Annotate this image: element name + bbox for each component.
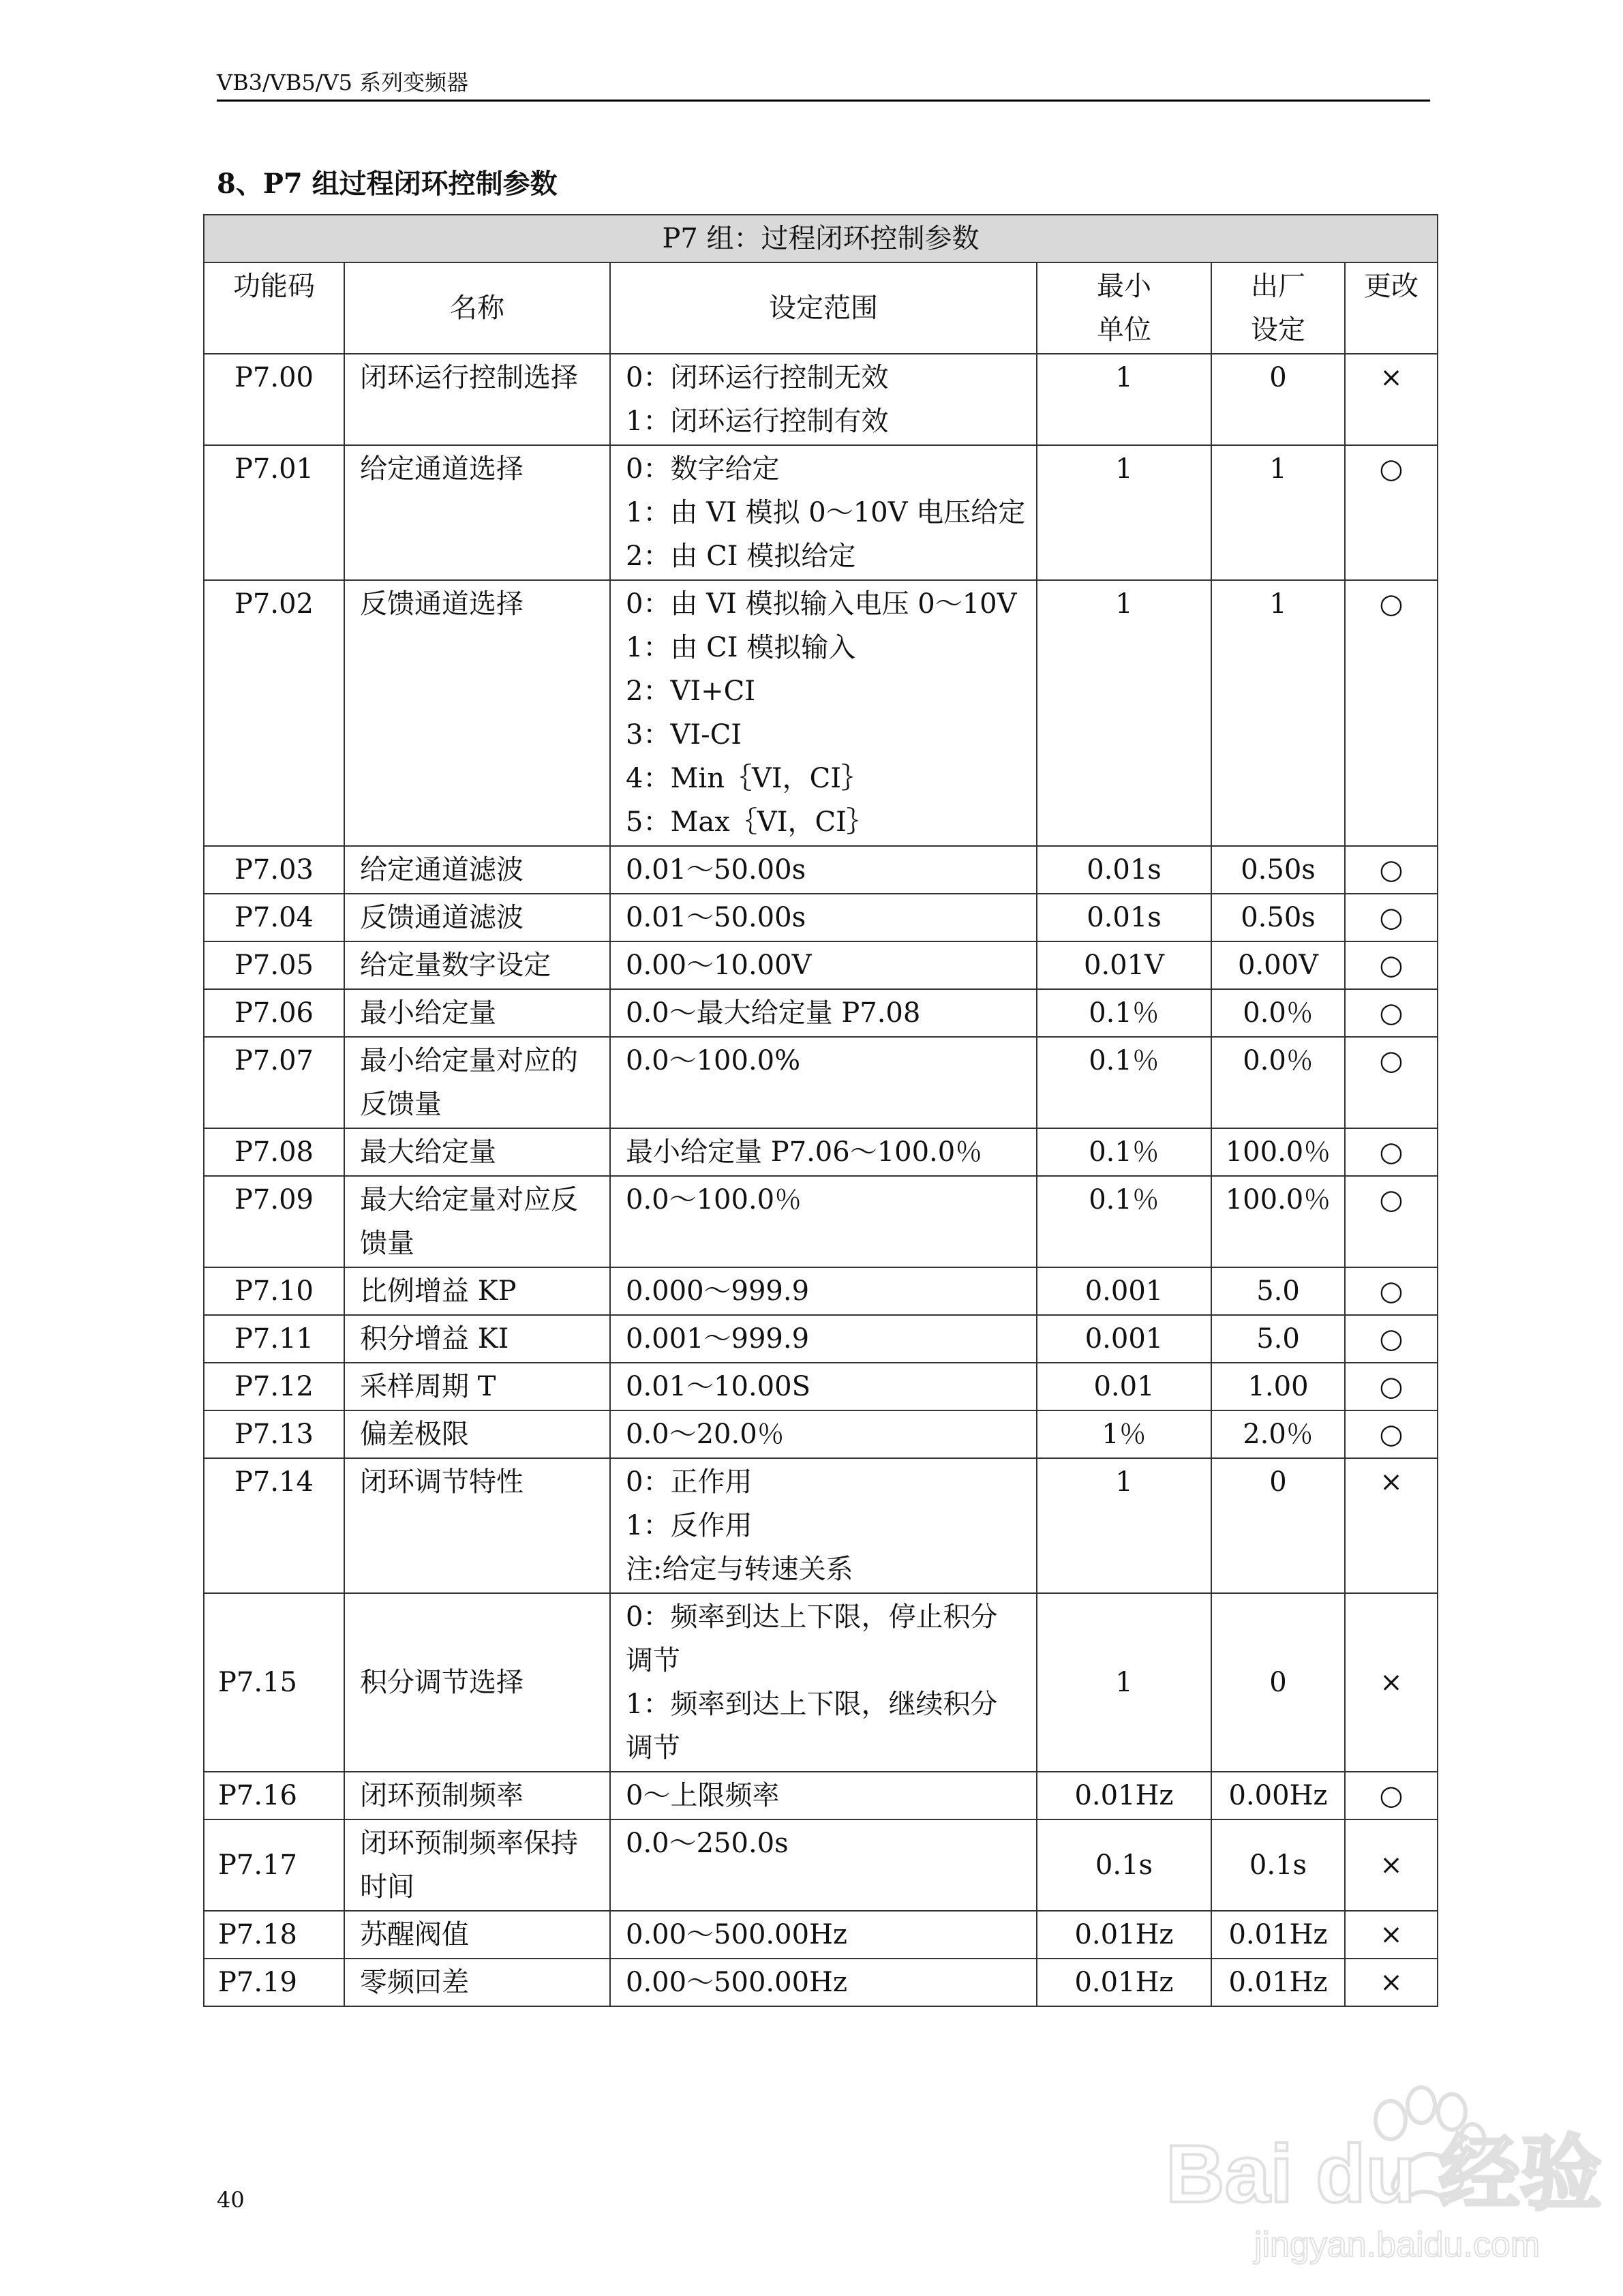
header-min-unit-line2: 单位 xyxy=(1097,314,1151,346)
page-number: 40 xyxy=(217,2187,245,2213)
param-range-line: 0：正作用 xyxy=(626,1466,753,1498)
param-range xyxy=(610,1819,1037,1911)
param-name xyxy=(344,1363,610,1410)
param-name-line: 闭环调节特性 xyxy=(360,1466,524,1498)
param-factory: 0.00V xyxy=(1211,941,1345,989)
param-range-line: 0.001～999.9 xyxy=(626,1323,810,1355)
param-range xyxy=(610,445,1037,580)
param-name xyxy=(344,1267,610,1315)
param-name xyxy=(344,989,610,1037)
param-name-line: 最小给定量对应的 xyxy=(360,1045,578,1076)
param-change: × xyxy=(1345,1593,1438,1772)
param-name-line: 给定量数字设定 xyxy=(360,950,551,981)
param-factory: 0.01Hz xyxy=(1211,1959,1345,2006)
table-row xyxy=(204,1176,1438,1267)
param-change: ○ xyxy=(1345,894,1438,941)
param-factory: 0 xyxy=(1211,1458,1345,1593)
table-row xyxy=(204,894,1438,941)
param-range xyxy=(610,1410,1037,1458)
param-factory: 0.00Hz xyxy=(1211,1772,1345,1819)
table-row xyxy=(204,846,1438,894)
param-min: 0.01Hz xyxy=(1037,1911,1211,1959)
param-range-line: 0～上限频率 xyxy=(626,1780,780,1811)
param-name xyxy=(344,1037,610,1128)
param-name xyxy=(344,941,610,989)
param-name-line: 反馈通道滤波 xyxy=(360,902,524,933)
param-range xyxy=(610,846,1037,894)
parameter-table xyxy=(203,214,1438,2007)
param-range xyxy=(610,1772,1037,1819)
table-row xyxy=(204,1363,1438,1410)
param-name xyxy=(344,1593,610,1772)
param-code: P7.03 xyxy=(204,846,344,894)
param-change: × xyxy=(1345,1959,1438,2006)
param-range-line: 0.0～20.0％ xyxy=(626,1419,785,1450)
param-min: 1 xyxy=(1037,580,1211,846)
param-change: ○ xyxy=(1345,580,1438,846)
param-change: ○ xyxy=(1345,1176,1438,1267)
param-name-line: 最小给定量 xyxy=(360,997,496,1029)
param-range xyxy=(610,941,1037,989)
param-range-line: 0.00～500.00Hz xyxy=(626,1967,847,1998)
param-change: × xyxy=(1345,1458,1438,1593)
running-header: VB3/VB5/V5 系列变频器 xyxy=(217,70,469,95)
param-range-line: 调节 xyxy=(626,1645,680,1676)
param-name-line: 偏差极限 xyxy=(360,1419,469,1450)
param-name xyxy=(344,580,610,846)
param-range-line: 0.01～50.00s xyxy=(626,854,806,886)
table-row xyxy=(204,1315,1438,1363)
param-factory: 1.00 xyxy=(1211,1363,1345,1410)
param-name xyxy=(344,1911,610,1959)
param-code: P7.07 xyxy=(204,1037,344,1128)
table-row xyxy=(204,1959,1438,2006)
param-min: 0.001 xyxy=(1037,1267,1211,1315)
param-range-line: 1：闭环运行控制有效 xyxy=(626,406,889,437)
param-min: 0.01V xyxy=(1037,941,1211,989)
param-name-line: 采样周期 T xyxy=(360,1371,496,1402)
param-code: P7.16 xyxy=(204,1772,344,1819)
param-min: 0.1％ xyxy=(1037,1128,1211,1176)
param-range-line: 2：VI+CI xyxy=(626,676,756,707)
table-group-title: P7 组：过程闭环控制参数 xyxy=(204,215,1438,262)
param-factory: 100.0％ xyxy=(1211,1176,1345,1267)
param-factory: 0 xyxy=(1211,354,1345,445)
param-name-line: 闭环预制频率保持 xyxy=(360,1828,578,1859)
param-range-line: 1：由 VI 模拟 0～10V 电压给定 xyxy=(626,497,1026,528)
param-code: P7.15 xyxy=(204,1593,344,1772)
parameter-rows xyxy=(204,354,1438,2006)
param-range xyxy=(610,354,1037,445)
param-code: P7.13 xyxy=(204,1410,344,1458)
param-change: ○ xyxy=(1345,1315,1438,1363)
param-range xyxy=(610,894,1037,941)
param-name xyxy=(344,1176,610,1267)
section-title: 8、P7 组过程闭环控制参数 xyxy=(217,168,558,200)
param-change: ○ xyxy=(1345,1772,1438,1819)
param-name xyxy=(344,1128,610,1176)
param-range-line: 注:给定与转速关系 xyxy=(626,1554,853,1585)
baidu-jingyan-watermark xyxy=(1152,2072,1603,2277)
table-row xyxy=(204,580,1438,846)
param-factory: 1 xyxy=(1211,580,1345,846)
param-min: 0.01Hz xyxy=(1037,1772,1211,1819)
param-code: P7.00 xyxy=(204,354,344,445)
param-code: P7.04 xyxy=(204,894,344,941)
param-min: 1 xyxy=(1037,445,1211,580)
param-change: ○ xyxy=(1345,989,1438,1037)
param-code: P7.02 xyxy=(204,580,344,846)
param-name-line: 闭环预制频率 xyxy=(360,1780,524,1811)
param-factory: 0.01Hz xyxy=(1211,1911,1345,1959)
param-min: 0.1％ xyxy=(1037,1037,1211,1128)
param-range-line: 0：频率到达上下限，停止积分 xyxy=(626,1601,998,1633)
table-row xyxy=(204,989,1438,1037)
header-change: 更改 xyxy=(1345,262,1438,354)
param-range-line: 1：反作用 xyxy=(626,1510,753,1541)
param-change: ○ xyxy=(1345,1037,1438,1128)
param-code: P7.09 xyxy=(204,1176,344,1267)
param-name-line: 馈量 xyxy=(360,1228,414,1259)
param-range-line: 1：由 CI 模拟输入 xyxy=(626,632,856,663)
param-code: P7.10 xyxy=(204,1267,344,1315)
param-range-line: 0：闭环运行控制无效 xyxy=(626,362,889,393)
param-factory: 0 xyxy=(1211,1593,1345,1772)
param-range-line: 4：Min｛VI，CI｝ xyxy=(626,763,869,794)
param-change: × xyxy=(1345,354,1438,445)
param-range xyxy=(610,1037,1037,1128)
param-range-line: 0：数字给定 xyxy=(626,453,780,485)
param-factory: 0.0％ xyxy=(1211,989,1345,1037)
param-min: 0.001 xyxy=(1037,1315,1211,1363)
param-min: 0.01Hz xyxy=(1037,1959,1211,2006)
param-change: × xyxy=(1345,1911,1438,1959)
param-name-line: 积分调节选择 xyxy=(360,1667,524,1698)
param-range xyxy=(610,1128,1037,1176)
table-row xyxy=(204,1128,1438,1176)
param-factory: 5.0 xyxy=(1211,1315,1345,1363)
param-name-line: 零频回差 xyxy=(360,1967,469,1998)
param-change: × xyxy=(1345,1819,1438,1911)
param-range xyxy=(610,1315,1037,1363)
header-factory xyxy=(1211,262,1345,354)
header-factory-line2: 设定 xyxy=(1251,314,1305,346)
param-name-line: 苏醒阀值 xyxy=(360,1919,469,1950)
param-factory: 0.0％ xyxy=(1211,1037,1345,1128)
param-change: ○ xyxy=(1345,1267,1438,1315)
table-row xyxy=(204,1037,1438,1128)
param-name xyxy=(344,1315,610,1363)
table-row xyxy=(204,1819,1438,1911)
table-row xyxy=(204,1410,1438,1458)
param-name-line: 最大给定量对应反 xyxy=(360,1184,578,1215)
param-range xyxy=(610,1363,1037,1410)
param-range-line: 1：频率到达上下限，继续积分 xyxy=(626,1689,998,1720)
param-change: ○ xyxy=(1345,445,1438,580)
param-name xyxy=(344,354,610,445)
header-min-unit xyxy=(1037,262,1211,354)
table-row xyxy=(204,1593,1438,1772)
param-change: ○ xyxy=(1345,941,1438,989)
param-min: 0.01s xyxy=(1037,894,1211,941)
param-range-line: 调节 xyxy=(626,1732,680,1764)
param-range-line: 0.0～100.0% xyxy=(626,1045,801,1076)
param-min: 0.1％ xyxy=(1037,989,1211,1037)
param-name xyxy=(344,1959,610,2006)
param-factory: 100.0％ xyxy=(1211,1128,1345,1176)
table-row xyxy=(204,354,1438,445)
watermark-brand: Bai du 经验 xyxy=(1166,2128,1603,2220)
table-header-row xyxy=(204,262,1438,354)
param-min: 1 xyxy=(1037,1458,1211,1593)
header-rule xyxy=(217,100,1430,102)
param-range-line: 0.0～250.0s xyxy=(626,1828,789,1859)
param-factory: 5.0 xyxy=(1211,1267,1345,1315)
param-change: ○ xyxy=(1345,1363,1438,1410)
header-factory-line1: 出厂 xyxy=(1251,271,1305,302)
param-change: ○ xyxy=(1345,1128,1438,1176)
param-name-line: 反馈量 xyxy=(360,1089,442,1120)
param-min: 1 xyxy=(1037,1593,1211,1772)
param-range-line: 5：Max｛VI，CI｝ xyxy=(626,806,874,838)
param-range xyxy=(610,1458,1037,1593)
param-change: ○ xyxy=(1345,1410,1438,1458)
param-factory: 0.50s xyxy=(1211,894,1345,941)
param-range-line: 0：由 VI 模拟输入电压 0～10V xyxy=(626,588,1017,620)
param-name-line: 给定通道选择 xyxy=(360,453,524,485)
param-range-line: 最小给定量 P7.06～100.0％ xyxy=(626,1136,983,1168)
param-range-line: 0.000～999.9 xyxy=(626,1275,810,1307)
param-name xyxy=(344,1772,610,1819)
param-name-line: 时间 xyxy=(360,1871,414,1903)
param-range xyxy=(610,580,1037,846)
param-range xyxy=(610,1911,1037,1959)
header-name: 名称 xyxy=(344,262,610,354)
param-name xyxy=(344,1410,610,1458)
param-range xyxy=(610,989,1037,1037)
header-range: 设定范围 xyxy=(610,262,1037,354)
param-name-line: 积分增益 KI xyxy=(360,1323,509,1355)
param-code: P7.08 xyxy=(204,1128,344,1176)
param-range xyxy=(610,1593,1037,1772)
param-name-line: 最大给定量 xyxy=(360,1136,496,1168)
table-row xyxy=(204,1772,1438,1819)
watermark-url: jingyan.baidu.com xyxy=(1254,2225,1541,2265)
param-code: P7.06 xyxy=(204,989,344,1037)
header-code: 功能码 xyxy=(204,262,344,354)
param-code: P7.19 xyxy=(204,1959,344,2006)
table-row xyxy=(204,1911,1438,1959)
table-row xyxy=(204,1458,1438,1593)
param-min: 1％ xyxy=(1037,1410,1211,1458)
param-range-line: 0.00～10.00V xyxy=(626,950,812,981)
param-factory: 1 xyxy=(1211,445,1345,580)
param-name xyxy=(344,445,610,580)
param-name xyxy=(344,1458,610,1593)
param-name-line: 反馈通道选择 xyxy=(360,588,524,620)
param-code: P7.14 xyxy=(204,1458,344,1593)
param-min: 0.1s xyxy=(1037,1819,1211,1911)
param-min: 1 xyxy=(1037,354,1211,445)
param-range-line: 0.01～10.00S xyxy=(626,1371,810,1402)
param-code: P7.17 xyxy=(204,1819,344,1911)
param-name-line: 比例增益 KP xyxy=(360,1275,517,1307)
param-range-line: 2：由 CI 模拟给定 xyxy=(626,541,856,572)
table-row xyxy=(204,445,1438,580)
param-name xyxy=(344,1819,610,1911)
param-min: 0.01s xyxy=(1037,846,1211,894)
param-name-line: 闭环运行控制选择 xyxy=(360,362,578,393)
param-range xyxy=(610,1267,1037,1315)
header-min-unit-line1: 最小 xyxy=(1097,271,1151,302)
param-name-line: 给定通道滤波 xyxy=(360,854,524,886)
param-min: 0.1％ xyxy=(1037,1176,1211,1267)
param-change: ○ xyxy=(1345,846,1438,894)
param-min: 0.01 xyxy=(1037,1363,1211,1410)
param-code: P7.18 xyxy=(204,1911,344,1959)
param-range-line: 3：VI-CI xyxy=(626,719,742,751)
param-code: P7.01 xyxy=(204,445,344,580)
param-factory: 0.1s xyxy=(1211,1819,1345,1911)
param-range-line: 0.0～最大给定量 P7.08 xyxy=(626,997,921,1029)
param-name xyxy=(344,846,610,894)
param-range-line: 0.0～100.0％ xyxy=(626,1184,802,1215)
param-code: P7.05 xyxy=(204,941,344,989)
param-factory: 2.0％ xyxy=(1211,1410,1345,1458)
param-range xyxy=(610,1959,1037,2006)
param-name xyxy=(344,894,610,941)
param-range-line: 0.01～50.00s xyxy=(626,902,806,933)
param-code: P7.12 xyxy=(204,1363,344,1410)
table-row xyxy=(204,941,1438,989)
table-row xyxy=(204,1267,1438,1315)
param-range xyxy=(610,1176,1037,1267)
param-factory: 0.50s xyxy=(1211,846,1345,894)
param-range-line: 0.00～500.00Hz xyxy=(626,1919,847,1950)
param-code: P7.11 xyxy=(204,1315,344,1363)
